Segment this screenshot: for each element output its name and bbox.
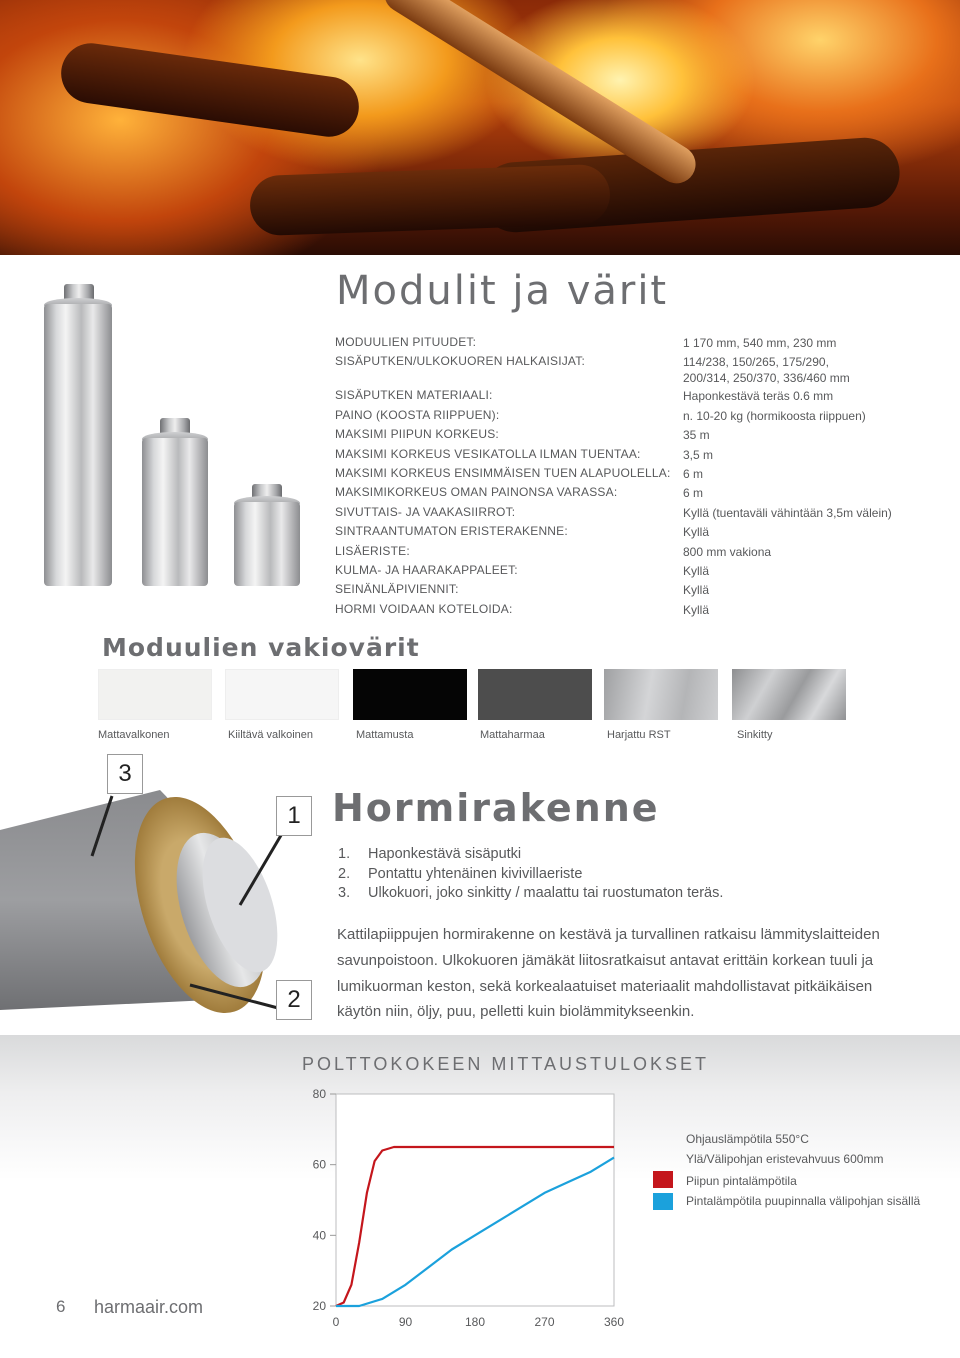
x-tick-label: 180 xyxy=(464,1315,486,1329)
spec-value: Kyllä xyxy=(683,525,710,540)
spec-row xyxy=(335,408,935,427)
spec-value: n. 10-20 kg (hormikoosta riippuen) xyxy=(683,408,866,423)
legend-swatch-red xyxy=(653,1171,673,1188)
spec-row xyxy=(335,388,935,407)
website-link[interactable]: harmaair.com xyxy=(94,1297,204,1317)
spec-label: LISÄERISTE: xyxy=(335,543,410,558)
legend-entry: Piipun pintalämpötila xyxy=(686,1174,797,1188)
log-shape xyxy=(57,39,362,140)
y-tick-label: 60 xyxy=(312,1157,326,1172)
spec-label: MAKSIMI KORKEUS ENSIMMÄISEN TUEN ALAPUOLELLA: xyxy=(335,465,671,480)
swatch-sinkitty xyxy=(732,669,846,720)
swatch-label: Sinkitty xyxy=(737,729,773,741)
spec-row xyxy=(335,466,935,485)
page-number: 6 xyxy=(56,1297,66,1316)
list-item: 2. Pontattu yhtenäinen kivivillaeriste xyxy=(338,865,583,882)
swatch-label: Mattamusta xyxy=(356,729,414,741)
x-tick-label: 270 xyxy=(534,1315,555,1329)
spec-label: SISÄPUTKEN MATERIAALI: xyxy=(335,388,493,403)
spec-row xyxy=(335,335,935,354)
spec-label: MAKSIMI PIIPUN KORKEUS: xyxy=(335,427,499,442)
spec-row xyxy=(335,602,935,621)
spec-label: MAKSIMI KORKEUS VESIKATOLLA ILMAN TUENTAA: xyxy=(335,446,641,461)
page-title: Modulit ja värit xyxy=(336,268,669,314)
spec-value: 114/238, 150/265, 175/290, 200/314, 250/370, 336/460 mm xyxy=(683,355,850,386)
structure-description: Kattilapiippujen hormirakenne on kestävä ja turvallinen ratkaisu lämmityslaitteiden savunpoistoon. Ulkokuoren jämäkät liitosratkaisut antavat erittäin korkean tuuli ja lumikuorman keston, sekä korkealaatuiset materiaalit mahdollistavat pitkäikäisen käytön niin, öljy, puu, pelletti kuin biolämmitykseenkin. xyxy=(337,926,880,1021)
swatch-label: Mattaharmaa xyxy=(480,729,545,741)
callout-badge-2: 2 xyxy=(276,980,312,1020)
list-item: 1. Haponkestävä sisäputki xyxy=(338,846,522,862)
plot-frame xyxy=(336,1094,614,1306)
spec-label: SIVUTTAIS- JA VAAKASIIRROT: xyxy=(335,504,516,519)
spec-table xyxy=(335,335,935,621)
spec-row xyxy=(335,544,935,563)
spec-value: 800 mm vakiona xyxy=(683,544,772,559)
structure-list xyxy=(338,846,723,905)
spec-row xyxy=(335,447,935,466)
swatch-label: Harjattu RST xyxy=(607,729,671,741)
spec-value: 35 m xyxy=(683,428,710,443)
colors-heading: Moduulien vakiovärit xyxy=(102,633,420,662)
spec-value: Kyllä xyxy=(683,583,710,598)
swatch-label: Mattavalkonen xyxy=(98,729,170,741)
spec-label: KULMA- JA HAARAKAPPALEET: xyxy=(335,562,518,577)
spec-value: 3,5 m xyxy=(683,447,714,462)
spec-row xyxy=(335,485,935,504)
spec-value: Haponkestävä teräs 0.6 mm xyxy=(683,389,834,404)
spec-label: SISÄPUTKEN/ULKOKUOREN HALKAISIJAT: xyxy=(335,354,585,369)
log-shape xyxy=(249,164,611,237)
fire-header-image xyxy=(0,0,960,255)
y-tick-label: 20 xyxy=(312,1299,326,1313)
spec-label: PAINO (KOOSTA RIIPPUEN): xyxy=(335,407,500,422)
list-item: 3. Ulkokuori, joko sinkitty / maalattu tai ruostumaton teräs. xyxy=(338,885,724,902)
spec-row xyxy=(335,563,935,582)
spec-label: MODUULIEN PITUUDET: xyxy=(335,335,477,349)
spec-value: 1 170 mm, 540 mm, 230 mm xyxy=(683,336,837,350)
spec-row xyxy=(335,427,935,446)
spec-row xyxy=(335,582,935,601)
structure-heading: Hormirakenne xyxy=(332,786,660,830)
swatch-mattamusta xyxy=(353,669,467,720)
spec-label: SEINÄNLÄPIVIENNIT: xyxy=(335,582,459,597)
spec-row xyxy=(335,354,935,388)
legend-swatch-blue xyxy=(653,1193,673,1210)
measurement-chart xyxy=(300,1080,630,1340)
callout-badge-3: 3 xyxy=(107,754,143,794)
spec-value: Kyllä xyxy=(683,602,710,617)
x-tick-label: 90 xyxy=(398,1315,413,1329)
swatch-kiiltava-valkoinen xyxy=(225,669,339,720)
spec-label: MAKSIMIKORKEUS OMAN PAINONSA VARASSA: xyxy=(335,485,618,500)
legend-entry: Pintalämpötila puupinnalla välipohjan sisällä xyxy=(686,1194,921,1208)
swatch-mattaharmaa xyxy=(478,669,592,720)
spec-value: 6 m xyxy=(683,486,704,501)
chart-note: Ohjauslämpötila 550°C xyxy=(686,1132,809,1146)
y-tick-label: 80 xyxy=(312,1087,326,1101)
y-tick-label: 40 xyxy=(312,1228,326,1243)
x-tick-label: 360 xyxy=(603,1315,625,1329)
chart-note: Ylä/Välipohjan eristevahvuus 600mm xyxy=(686,1152,884,1166)
spec-label: SINTRAANTUMATON ERISTERAKENNE: xyxy=(335,524,568,539)
spec-value: Kyllä (tuentaväli vähintään 3,5m välein) xyxy=(683,505,892,520)
spec-value: 6 m xyxy=(683,466,704,481)
swatch-harjattu-rst xyxy=(604,669,718,720)
swatch-label: Kiiltävä valkoinen xyxy=(228,729,313,741)
spec-label: HORMI VOIDAAN KOTELOIDA: xyxy=(335,601,513,616)
spec-value: Kyllä xyxy=(683,563,710,578)
spec-row xyxy=(335,524,935,543)
chart-title: POLTTOKOKEEN MITTAUSTULOKSET xyxy=(302,1054,710,1074)
spec-row xyxy=(335,505,935,524)
callout-badge-1: 1 xyxy=(276,796,312,836)
swatch-mattavalkonen xyxy=(98,669,212,720)
x-tick-label: 0 xyxy=(332,1315,340,1329)
